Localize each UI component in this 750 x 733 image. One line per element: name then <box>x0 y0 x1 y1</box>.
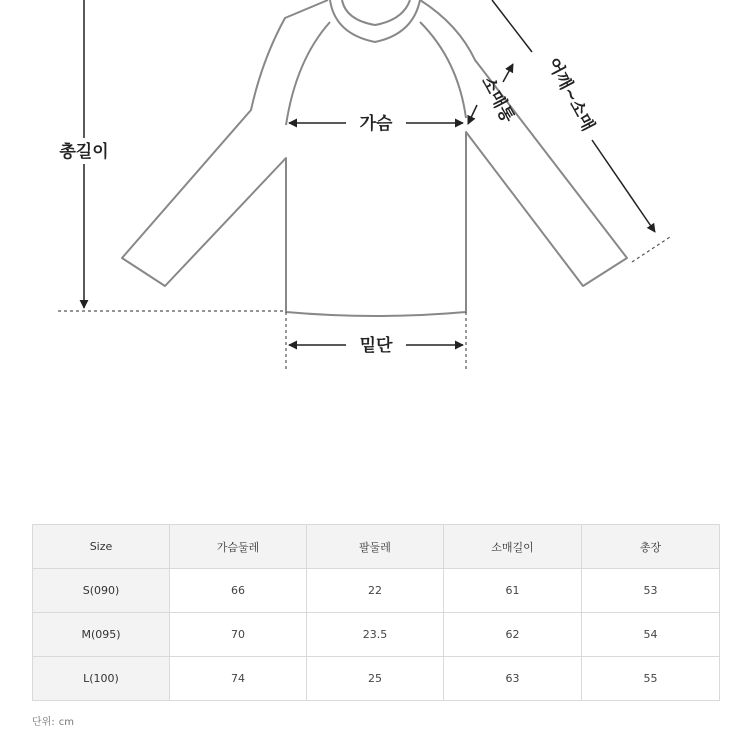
hem-label: 밑단 <box>359 336 393 356</box>
table-cell: 61 <box>444 569 582 613</box>
row-size-label: M(095) <box>33 613 170 657</box>
table-cell: 63 <box>444 657 582 701</box>
total-length-measure <box>58 0 286 311</box>
unit-note-value: cm <box>58 717 74 728</box>
table-cell: 25 <box>307 657 444 701</box>
table-cell: 55 <box>582 657 720 701</box>
shirt-outline <box>122 0 627 316</box>
row-size-label: L(100) <box>33 657 170 701</box>
table-row <box>33 613 720 657</box>
chest-measure <box>289 113 463 134</box>
table-cell: 74 <box>170 657 307 701</box>
table-row <box>33 569 720 613</box>
table-cell: 54 <box>582 613 720 657</box>
shoulder-sleeve-measure <box>492 0 670 262</box>
header-total-length: 총장 <box>582 525 720 569</box>
header-chest: 가슴둘레 <box>170 525 307 569</box>
table-cell: 66 <box>170 569 307 613</box>
table-header-row <box>33 525 720 569</box>
chest-label: 가슴 <box>359 114 393 134</box>
header-size: Size <box>33 525 170 569</box>
hem-measure <box>286 312 466 370</box>
sleeve-width-measure <box>468 64 519 127</box>
table-cell: 70 <box>170 613 307 657</box>
table-cell: 22 <box>307 569 444 613</box>
header-sleeve-length: 소매길이 <box>444 525 582 569</box>
unit-note-label: 단위: <box>32 717 55 728</box>
total-length-label: 총길이 <box>59 142 109 162</box>
table-cell: 53 <box>582 569 720 613</box>
sleeve-width-label: 소매통 <box>477 73 518 127</box>
table-row <box>33 657 720 701</box>
row-size-label: S(090) <box>33 569 170 613</box>
shoulder-sleeve-label: 어깨~소매 <box>542 54 599 135</box>
unit-note <box>32 713 78 728</box>
table-cell: 23.5 <box>307 613 444 657</box>
size-table <box>32 524 720 701</box>
table-cell: 62 <box>444 613 582 657</box>
header-arm: 팔둘레 <box>307 525 444 569</box>
